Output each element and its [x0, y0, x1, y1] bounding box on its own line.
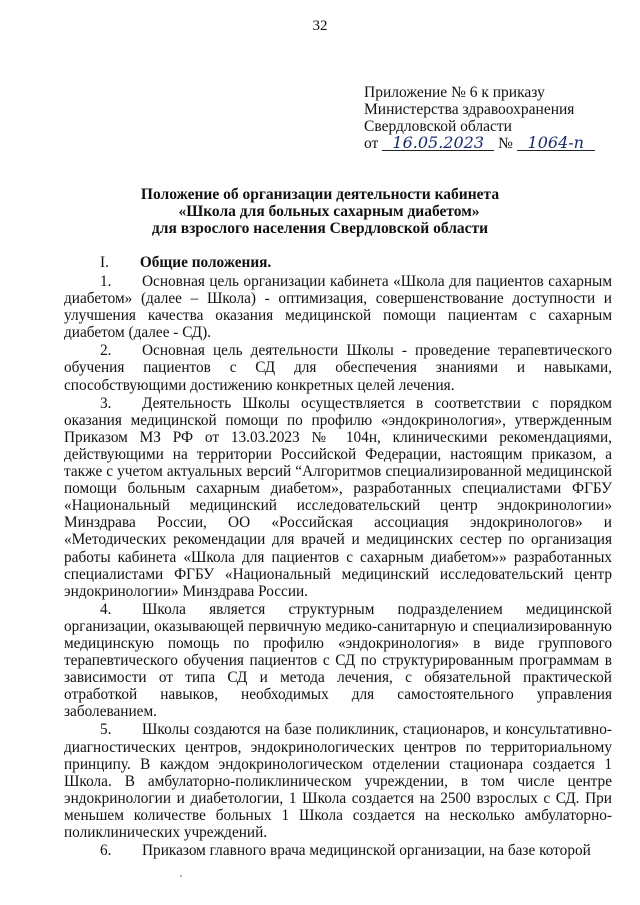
document-body: [64, 254, 612, 860]
title-line-3: для взрослого населения Свердловской области: [151, 220, 489, 237]
paragraph-6: [64, 842, 612, 859]
section-heading: [64, 254, 612, 273]
paragraph-text: Основная цель организации кабинета «Школа для пациентов сахарным диабетом» (далее – Школа) - оптимизация, совершенствование доступности и улучшения качества оказания медицинской помощи пациентам с сахарным диабетом (далее - СД).: [64, 273, 612, 342]
paragraph-3: [64, 395, 612, 600]
appendix-block: [364, 84, 595, 152]
paragraph-number: 1.: [100, 273, 112, 290]
paragraph-text: Школы создаются на базе поликлиник, стационаров, и консультативно-диагностических центров, эндокринологических центров по территориальному принципу. В каждом эндокринологическом отделении стационара создается 1 Школа. В амбулаторно-поликлиническом учреждении, в том числе центре эндокринологии и диабетологии, 1 Школа создается на 2500 взрослых с СД. При меньшем количестве больных 1 Школа создается на несколько амбулаторно-поликлинических учреждений.: [64, 721, 612, 841]
number-label: №: [498, 135, 513, 152]
page-number: 32: [312, 18, 328, 34]
title-line-2: «Школа для больных сахарным диабетом»: [178, 203, 480, 220]
paragraph-text: Приказом главного врача медицинской организации, на базе которой: [142, 842, 591, 860]
paragraph-number: 3.: [100, 394, 112, 412]
title-line-1: Положение об организации деятельности кабинета: [140, 186, 500, 203]
paragraph-1: [64, 273, 612, 341]
paragraph-number: 5.: [100, 721, 112, 739]
paragraph-2: [64, 342, 612, 393]
paragraph-number: 4.: [100, 600, 112, 618]
paragraph-text: Основная цель деятельности Школы - проведение терапевтического обучения пациентов с СД для обеспечения знаниями и навыками, способствующими достижению конкретных целей лечения.: [64, 342, 612, 394]
order-number: 1064-п: [517, 135, 595, 151]
paragraph-text: Деятельность Школы осуществляется в соответствии с порядком оказания медицинской помощи по профилю «эндокринология», утвержденным Приказом МЗ РФ от 13.03.2023 № 104н, клиническими рекомендациями, действующими на территории Российской Федерации, настоящим приказом, а также с учетом актуальных версий “Алгоритмов специализированной медицинской помощи больным сахарным диабетом», разработанных специалистами ФГБУ «Национальный медицинский исследовательский центр эндокринологии» Минздрава России, ОО «Российская ассоциация эндокринологов» и «Методических рекомендации для врачей и медицинских сестер по организация работы кабинета «Школа для пациентов с сахарным диабетом»» разработанных специалистами ФГБУ «Национальный медицинский исследовательский центр эндокринологии» Минздрава России.: [64, 394, 612, 600]
section-number: I.: [100, 254, 109, 271]
appendix-line-3: Свердловской области: [364, 118, 512, 135]
appendix-line-1: Приложение № 6 к приказу: [364, 84, 545, 101]
appendix-line-2: Министерства здравоохранения: [364, 101, 575, 118]
paragraph-5: [64, 721, 612, 841]
paragraph-4: [64, 601, 612, 721]
document-title: [0, 186, 640, 237]
order-date-number-row: [364, 135, 595, 152]
paragraph-text: Школа является структурным подразделением медицинской организации, оказывающей первичную медико-санитарную и специализированную медицинскую помощь по профилю «эндокринология» в виде группового терапевтического обучения пациентов с СД по структурированным программам в зависимости от типа СД и метода лечения, с обязательной практической отработкой навыков, необходимых для самостоятельного управления заболеванием.: [64, 600, 612, 721]
scan-dot: [180, 875, 182, 877]
order-date: 16.05.2023: [382, 135, 494, 151]
from-label: от: [364, 135, 379, 152]
section-title: Общие положения.: [139, 254, 272, 271]
paragraph-number: 6.: [100, 842, 112, 860]
paragraph-number: 2.: [100, 342, 112, 360]
